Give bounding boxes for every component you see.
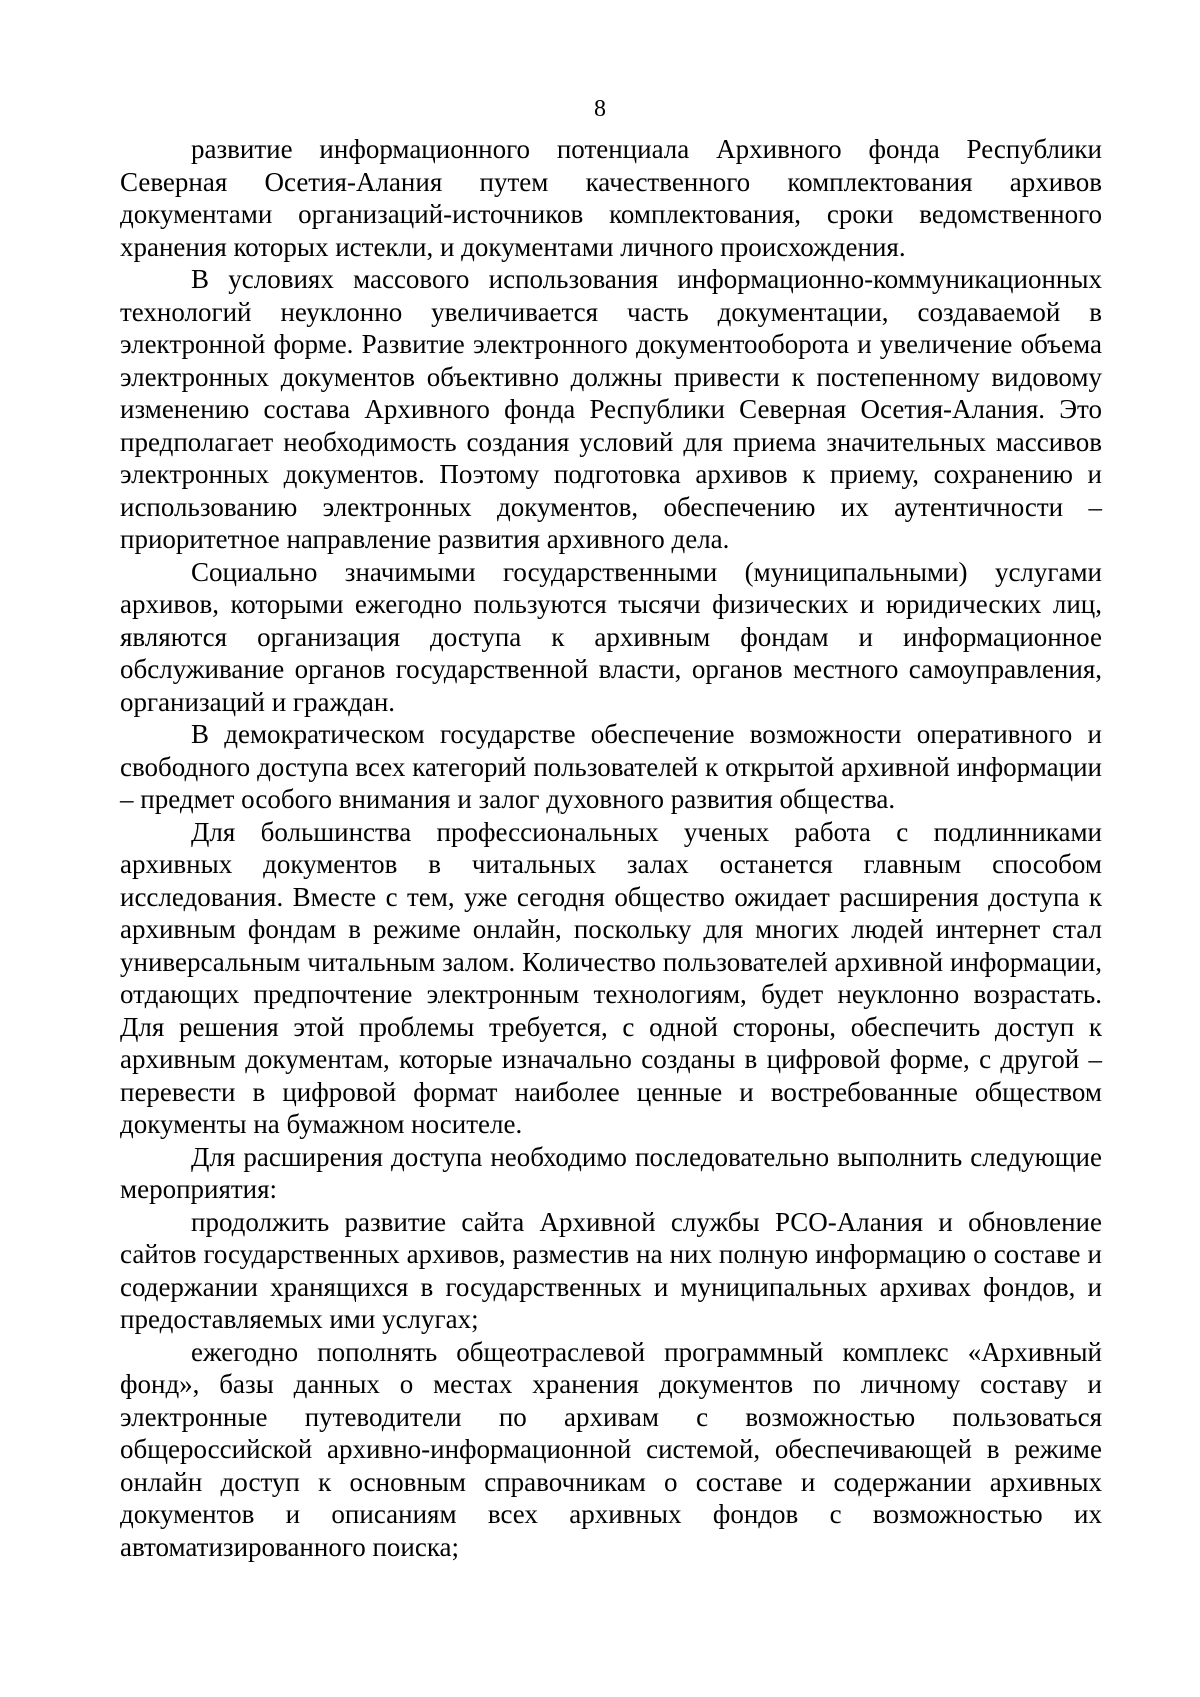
document-body	[120, 133, 1102, 1563]
paragraph-public-services: Социально значимыми государственными (муниципальными) услугами архивов, которыми ежегодно пользуются тысячи физических и юридических лиц, являются организация доступа к архивным фондам и информационное обслуживание органов государственной власти, органов местного самоуправления, организаций и граждан.	[120, 556, 1102, 717]
paragraph-measure-software: ежегодно пополнять общеотраслевой программный комплекс «Архивный фонд», базы данных о местах хранения документов по личному составу и электронные путеводители по архивам с возможностью пользоваться общероссийской архивно-информационной системой, обеспечивающей в режиме онлайн доступ к основным справочникам о составе и содержании архивных документов и описаниям всех архивных фондов с возможностью их автоматизированного поиска;	[120, 1336, 1102, 1562]
paragraph-democratic-access: В демократическом государстве обеспечение возможности оперативного и свободного доступа всех категорий пользователей к открытой архивной информации – предмет особого внимания и залог духовного развития общества.	[120, 719, 1102, 814]
paragraph-measure-website: продолжить развитие сайта Архивной службы РСО-Алания и обновление сайтов государственных архивов, разместив на них полную информацию о составе и содержании хранящихся в государственных и муниципальных архивах фондов, и предоставляемых ими услугах;	[120, 1206, 1102, 1334]
paragraph-archive-potential: развитие информационного потенциала Архивного фонда Республики Северная Осетия-Алания путем качественного комплектования архивов документами организаций-источников комплектования, сроки ведомственного хранения которых истекли, и документами личного происхождения.	[120, 134, 1102, 262]
paragraph-electronic-documents: В условиях массового использования информационно-коммуникационных технологий неуклонно увеличивается часть документации, создаваемой в электронной форме. Развитие электронного документооборота и увеличение объема электронных документов объективно должны привести к постепенному видовому изменению состава Архивного фонда Республики Северная Осетия-Алания. Это предполагает необходимость создания условий для приема значительных массивов электронных документов. Поэтому подготовка архивов к приему, сохранению и использованию электронных документов, обеспечению их аутентичности – приоритетное направление развития архивного дела.	[120, 264, 1102, 554]
paragraph-online-access: Для большинства профессиональных ученых работа с подлинниками архивных документов в читальных залах останется главным способом исследования. Вместе с тем, уже сегодня общество ожидает расширения доступа к архивным фондам в режиме онлайн, поскольку для многих людей интернет стал универсальным читальным залом. Количество пользователей архивной информации, отдающих предпочтение электронным технологиям, будет неуклонно возрастать. Для решения этой проблемы требуется, с одной стороны, обеспечить доступ к архивным документам, которые изначально созданы в цифровой форме, с другой – перевести в цифровой формат наиболее ценные и востребованные обществом документы на бумажном носителе.	[120, 816, 1102, 1139]
page-number: 8	[594, 96, 606, 122]
paragraph-measures-intro: Для расширения доступа необходимо последовательно выполнить следующие мероприятия:	[120, 1141, 1102, 1204]
